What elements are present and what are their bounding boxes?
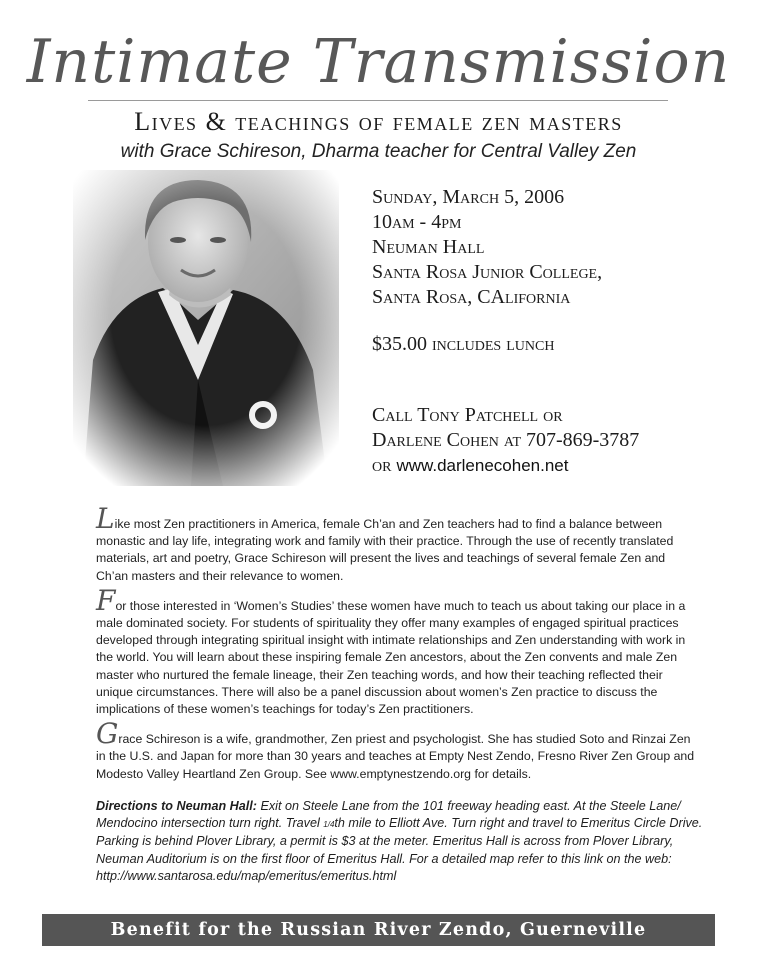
contact-line-3	[372, 453, 742, 478]
description	[96, 502, 696, 792]
teacher-photo	[73, 170, 339, 486]
event-time: 10am - 4pm	[372, 211, 462, 233]
contact-or: or	[372, 454, 392, 476]
teacher-line: with Grace Schireson, Dharma teacher for Central Valley Zen	[120, 141, 637, 162]
flyer-subtitle: Lives & teachings of female zen masters	[134, 107, 623, 136]
event-details	[372, 185, 742, 478]
event-venue: Neuman Hall	[372, 236, 485, 258]
benefit-banner: Benefit for the Russian River Zendo, Guerneville	[42, 914, 715, 946]
event-date: Sunday, March 5, 2006	[372, 186, 565, 208]
event-city: Santa Rosa, CAlifornia	[372, 286, 571, 308]
flyer-title: Intimate Transmission	[26, 27, 731, 97]
website-link[interactable]: www.darlenecohen.net	[396, 456, 569, 475]
paragraph-text: race Schireson is a wife, grandmother, Zen priest and psychologist. She has studied Soto and Rinzai Zen in the U.S. and Japan for more than 30 years and teaches at Empty Nest Zendo, Fresno River Zen Group and Modesto Valley Heartland Zen Group. See www.emptynestzendo.org for details.	[96, 732, 695, 781]
directions-fraction: 1/4	[323, 820, 335, 830]
drop-cap: G	[96, 717, 119, 751]
paragraph-intro	[96, 502, 696, 585]
contact-line-1: Call Tony Patchell or	[372, 404, 563, 426]
drop-cap: L	[96, 502, 115, 535]
event-college: Santa Rosa Junior College,	[372, 261, 603, 283]
directions	[96, 798, 716, 885]
event-price: $35.00 includes lunch	[372, 333, 555, 355]
paragraph-text: ike most Zen practitioners in America, female Ch’an and Zen teachers had to find a balance between monastic and lay life, integrating work and family with their practice. Through the use of recently translated materials, art and poetry, Grace Schireson will present the lives and teachings of several female Zen and Ch’an masters and their relevance to women.	[96, 517, 674, 583]
directions-heading: Directions to Neuman Hall:	[96, 799, 257, 813]
contact-line-2: Darlene Cohen at 707-869-3787	[372, 429, 640, 451]
paragraph-bio	[96, 717, 696, 783]
directions-text-a: Exit on Steele Lane from the 101 freeway heading east. At the Steele Lane/ Mendocino intersection turn right. Travel	[96, 799, 681, 831]
paragraph-text: or those interested in ‘Women’s Studies’ these women have much to teach us about taking our place in a male dominated society. For students of spirituality they offer many examples of engaged spiritual practices developed through integrating spiritual insight with intimate relationships and Zen understanding with work in the world. You will learn about these inspiring female Zen ancestors, about the Zen convents and male Zen master who nurtured the female lineage, their Zen teaching words, and how their teaching reflected their unique circumstances. There will also be a panel discussion about women’s Zen practice to discuss the implications of these women’s teachings for today’s Zen practitioners.	[96, 598, 686, 717]
drop-cap: F	[96, 583, 116, 617]
directions-text-b: th mile to Elliott Ave. Turn right and travel to Emeritus Circle Drive. Parking is behind Plover Library, a permit is $3 at the meter. Emeritus Hall is across from Plover Library, Neuman Auditorium is on the first floor of Emeritus Hall. For a detailed map refer to this link on the web: http://www.santarosa.edu/map/emeritus/emeritus.html	[96, 816, 703, 883]
paragraph-womens-studies	[96, 583, 696, 718]
title-divider	[88, 100, 668, 101]
